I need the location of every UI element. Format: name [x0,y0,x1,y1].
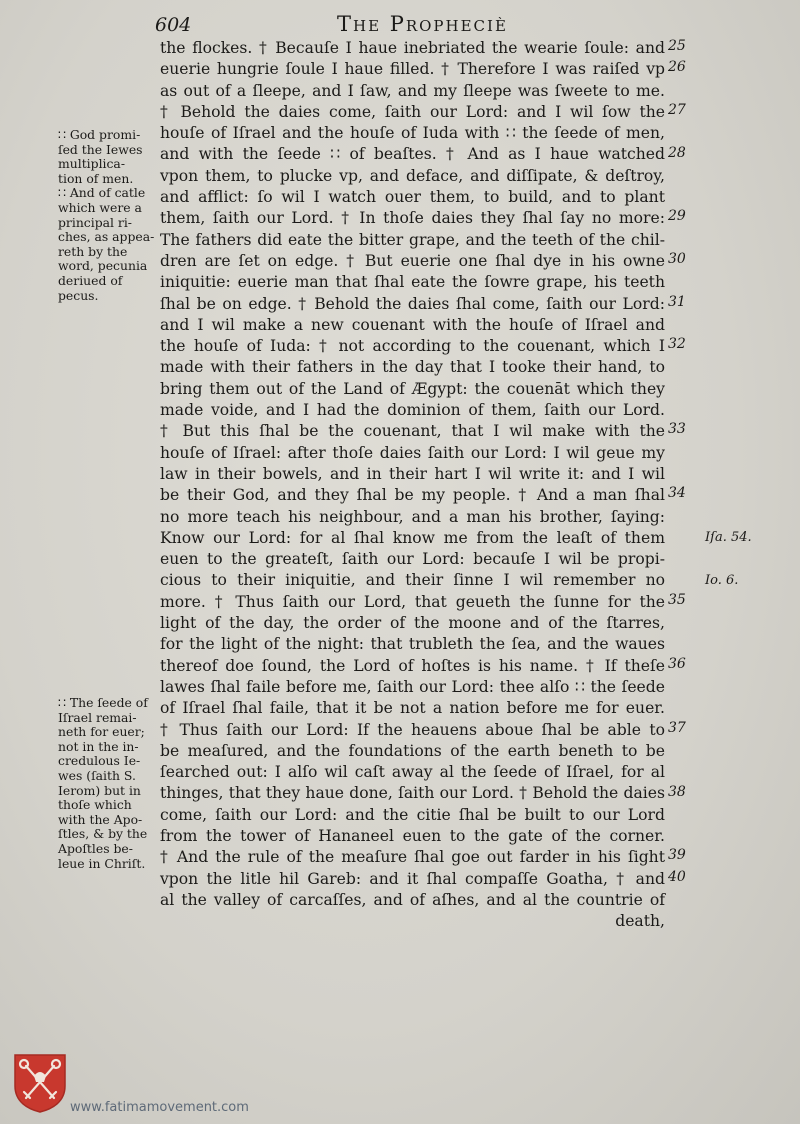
text-line: † Thus ſaith our Lord: If the heauens aboue ſhal be able to [160,720,665,739]
margin-note-line: leue in Chriſt. [58,855,146,871]
text-line: bring them out of the Land of Ægypt: the couenāt which they [160,379,665,398]
text-line: law in their bowels, and in their hart I wil write it: and I wil [160,464,665,483]
text-line: † But this ſhal be the couenant, that I wil make with the [160,422,665,441]
margin-note-line: not in the in- [58,738,139,754]
cross-reference: Io. 6. [705,572,739,588]
verse-number: 34 [668,485,686,502]
verse-number: 25 [668,38,686,54]
page-header [155,12,675,40]
margin-note-line: deriued of [58,272,123,288]
margin-note-line: reth by the [58,243,128,259]
margin-note-2 [58,696,158,871]
verse-number: 26 [668,59,686,76]
margin-note-line: Apoſtles be- [58,840,133,856]
verse-number: 36 [668,655,686,672]
margin-note-line: with the Apo- [58,811,143,827]
text-line: be meaſured, and the foundations of the earth beneth to be [160,741,665,760]
margin-note-line: multiplica- [58,156,126,172]
text-line: more. † Thus ſaith our Lord, that geueth the ſunne for the [160,592,665,611]
verse-number: 31 [668,293,686,310]
margin-note-line: ches, as appea- [58,229,155,245]
verse-number: 30 [668,251,686,267]
text-line: euerie hungrie ſoule I haue filled. † Therefore I was raiſed vp [160,60,665,79]
verse-number: 32 [668,336,686,353]
text-line: dren are ſet on edge. † But euerie one ſhal dye in his owne [160,251,665,270]
text-line: The fathers did eate the bitter grape, and the teeth of the chil- [160,230,665,249]
margin-note-line: ſed the Iewes [58,141,143,157]
cross-reference: Iſa. 54. [705,529,752,545]
text-line: thereof doe ſound, the Lord of hoſtes is his name. † If theſe [160,656,665,675]
margin-note-line: thoſe which [58,797,132,813]
text-line: houſe of Iſrael: after thoſe daies ſaith our Lord: I wil geue my [160,443,665,462]
text-line: from the tower of Hananeel euen to the gate of the corner. [160,826,665,845]
text-line: houſe of Iſrael and the houſe of Iuda with ∷ the ſeede of men, [160,124,665,143]
margin-note-line: which were a [58,199,142,215]
text-line: vpon them, to plucke vp, and deface, and diſſipate, & deſtroy, [160,166,665,185]
text-line: them, ſaith our Lord. † In thoſe daies they ſhal ſay no more: [160,209,665,228]
verse-number: 27 [668,101,686,118]
text-line: made with their fathers in the day that I tooke their hand, to [160,358,665,377]
margin-note-line: ∷ The ſeede of [58,695,148,710]
verse-number: 28 [668,144,686,161]
verse-number: 40 [668,868,686,885]
margin-note-line: Ierom) but in [58,782,141,798]
margin-note-line: ſtles, & by the [58,826,148,842]
text-line: come, ſaith our Lord: and the citie ſhal be built to our Lord [160,805,665,824]
verse-number: 37 [668,719,686,736]
text-line: the houſe of Iuda: † not according to the couenant, which I [160,337,665,356]
text-line: euen to the greateſt, ſaith our Lord: becauſe I wil be propi- [160,550,665,569]
margin-note-line: ∷ And of catle [58,185,146,201]
text-line: be their God, and they ſhal be my people. † And a man ſhal [160,486,665,505]
text-line: light of the day, the order of the moone and of the ſtarres, [160,614,665,633]
text-line: al the valley of carcaſſes, and of aſhes, and al the countrie of [160,890,665,909]
verse-number: 38 [668,783,686,800]
verse-number: 33 [668,421,686,438]
text-line: for the light of the night: that trubleth the ſea, and the waues [160,635,665,654]
verse-number: 39 [668,847,686,864]
margin-note-line: neth for euer; [58,724,145,740]
text-line: vpon the litle hil Gareb: and it ſhal compaſſe Goatha, † and [160,869,665,888]
text-line: and afflict: ſo wil I watch ouer them, to build, and to plant [160,188,665,207]
margin-note-line: credulous Ie- [58,753,141,769]
text-line: ſearched out: I alſo wil caſt away al the ſeede of Iſrael, for al [160,763,665,782]
text-line: ſhal be on edge. † Behold the daies ſhal come, ſaith our Lord: [160,294,665,313]
papal-keys-logo-icon [12,1052,68,1114]
text-line: death, [615,912,665,931]
text-line: made voide, and I had the dominion of them, ſaith our Lord. [160,401,665,420]
margin-note-line: ∷ God promi- [58,127,141,142]
text-line: thinges, that they haue done, ſaith our Lord. † Behold the daies [160,784,665,803]
margin-note-line: tion of men. [58,170,134,186]
text-line: no more teach his neighbour, and a man his brother, ſaying: [160,507,665,526]
text-line: the flockes. † Becauſe I haue inebriated the wearie ſoule: and [160,39,665,57]
text-line: iniquitie: euerie man that ſhal eate the ſowre grape, his teeth [160,273,665,292]
text-line: and with the ſeede ∷ of beaſtes. † And as I haue watched [160,145,665,164]
margin-note-line: pecus. [58,287,99,303]
text-line: of Iſrael ſhal faile, that it be not a nation before me for euer. [160,699,665,718]
verse-number: 29 [668,208,686,225]
text-line: † And the rule of the meaſure ſhal goe out farder in his ſight [160,848,665,867]
margin-note-line: word, pecunia [58,258,148,274]
margin-note-line: wes (ſaith S. [58,767,136,783]
text-line: † Behold the daies come, ſaith our Lord: and I wil ſow the [160,102,665,121]
footer-website-url[interactable]: www.fatimamovement.com [70,1100,249,1115]
text-line: lawes ſhal faile before me, ſaith our Lord: thee alſo ∷ the ſeede [160,677,665,696]
text-line: Know our Lord: for al ſhal know me from the leaſt of them [160,528,665,547]
page-number: 604 [155,14,192,36]
text-line: cious to their iniquitie, and their ſinne I wil remember no [160,571,665,590]
margin-note-1 [58,128,158,303]
margin-note-line: Iſrael remai- [58,709,137,725]
main-text-column [160,38,665,932]
verse-number: 35 [668,591,686,608]
text-line: as out of a ſleepe, and I ſaw, and my ſleepe was ſweete to me. [160,81,665,100]
text-line: and I wil make a new couenant with the houſe of Iſrael and [160,315,665,334]
running-title: The Propheciè [337,12,508,36]
margin-note-line: principal ri- [58,214,132,230]
